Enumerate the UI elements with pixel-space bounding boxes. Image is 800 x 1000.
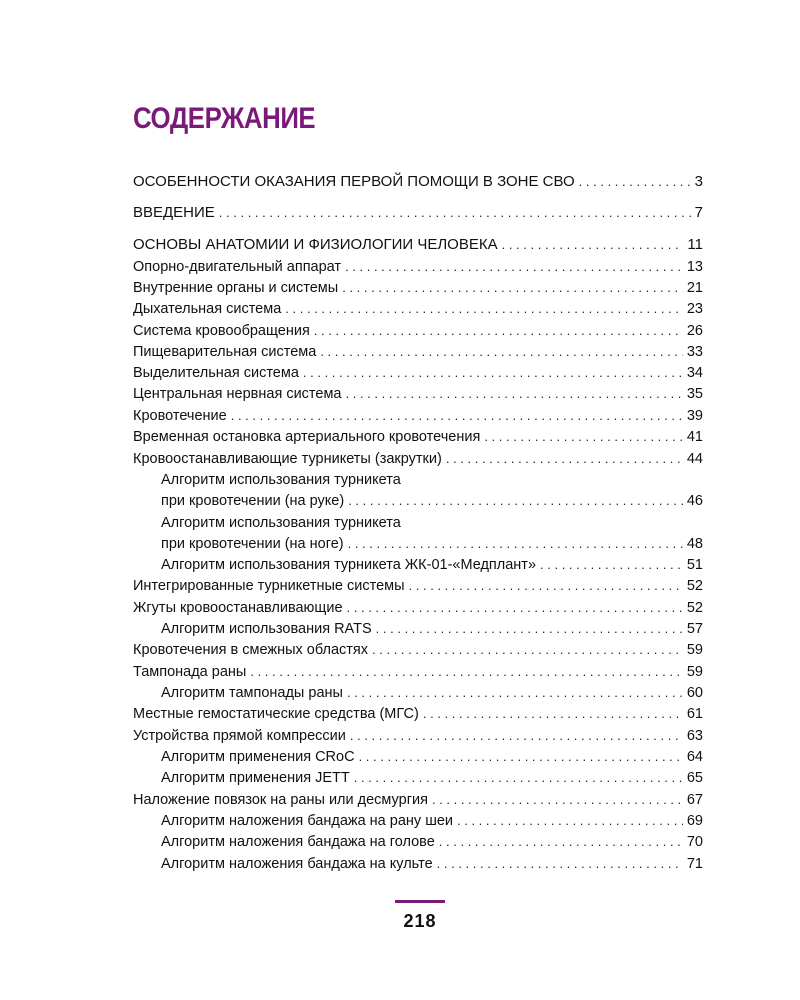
toc-leader-dots: [314, 322, 683, 340]
toc-entry[interactable]: [133, 727, 703, 745]
toc-entry[interactable]: [133, 556, 703, 574]
toc-leader-dots: [579, 173, 691, 191]
toc-entry-label: Алгоритм тампонады раны: [161, 685, 343, 701]
toc-entry-label: Алгоритм применения CRoC: [161, 749, 355, 765]
toc-entry-label: Дыхательная система: [133, 301, 282, 317]
toc-entry-page: 60: [686, 685, 703, 701]
toc-entry-page: 64: [686, 749, 703, 765]
toc-leader-dots: [348, 535, 683, 553]
toc-leader-dots: [484, 428, 683, 446]
toc-entry-label: Местные гемостатические средства (МГС): [133, 706, 419, 722]
toc-entry[interactable]: [133, 535, 703, 553]
toc-entry-label: Временная остановка артериального кровотечения: [133, 429, 481, 445]
toc-entry-label: Кровотечения в смежных областях: [133, 642, 369, 658]
toc-entry-page: 26: [686, 323, 703, 339]
toc-entry-page: 51: [686, 557, 703, 573]
toc-entry-label: Внутренние органы и системы: [133, 280, 339, 296]
toc-leader-dots: [439, 833, 683, 851]
toc-entry-label: Центральная нервная система: [133, 386, 342, 402]
toc-entry-page: 35: [686, 386, 703, 402]
toc-entry-label: Наложение повязок на раны или десмургия: [133, 792, 428, 808]
toc-entry-page: 13: [686, 259, 703, 275]
toc-entry[interactable]: [133, 343, 703, 361]
toc-entry-label: Алгоритм применения JETT: [161, 770, 350, 786]
toc-entry[interactable]: [133, 812, 703, 830]
toc-leader-dots: [347, 684, 683, 702]
toc-entry-label: Устройства прямой компрессии: [133, 728, 346, 744]
toc-entry-page: 61: [686, 706, 703, 722]
toc-entry-page: 59: [686, 642, 703, 658]
toc-entry[interactable]: [133, 258, 703, 276]
toc-entry-label: при кровотечении (на руке): [161, 493, 345, 509]
toc-leader-dots: [285, 300, 683, 318]
toc-leader-dots: [457, 812, 683, 830]
toc-entry-page: 65: [686, 770, 703, 786]
toc-entry-label: при кровотечении (на ноге): [161, 536, 344, 552]
toc-entry[interactable]: [133, 599, 703, 617]
toc-leader-dots: [432, 791, 683, 809]
toc-leader-dots: [359, 748, 683, 766]
toc-entry[interactable]: [133, 322, 703, 340]
toc-entry[interactable]: [133, 364, 703, 382]
toc-entry-label: Тампонада раны: [133, 664, 247, 680]
toc-entry-label: Жгуты кровоостанавливающие: [133, 600, 343, 616]
toc-entry[interactable]: [133, 385, 703, 403]
toc-entry[interactable]: [133, 748, 703, 766]
toc-entry-label: Пищеварительная система: [133, 344, 317, 360]
toc-leader-dots: [446, 450, 683, 468]
page-title: СОДЕРЖАНИЕ: [133, 102, 316, 135]
toc-entry-label: Интегрированные турникетные системы: [133, 578, 405, 594]
toc-leader-dots: [540, 556, 683, 574]
toc-entry-label: ОСОБЕННОСТИ ОКАЗАНИЯ ПЕРВОЙ ПОМОЩИ В ЗОНЕ СВО: [133, 173, 575, 190]
toc-entry[interactable]: [133, 791, 703, 809]
toc-entry-label: Алгоритм наложения бандажа на культе: [161, 856, 433, 872]
toc-leader-dots: [348, 492, 683, 510]
toc-entry-label: Алгоритм использования турникета ЖК-01-«Медплант»: [161, 557, 537, 573]
toc-entry-label: ВВЕДЕНИЕ: [133, 204, 215, 221]
toc-entry[interactable]: [133, 620, 703, 638]
toc-leader-dots: [231, 407, 683, 425]
toc-leader-dots: [437, 855, 683, 873]
toc-leader-dots: [350, 727, 683, 745]
toc-entry[interactable]: [133, 428, 703, 446]
toc-entry-label: Алгоритм наложения бандажа на рану шеи: [161, 813, 453, 829]
toc-leader-dots: [320, 343, 683, 361]
toc-entry-page: 63: [686, 728, 703, 744]
toc-entry-page: 46: [686, 493, 703, 509]
toc-entry-label: Система кровообращения: [133, 323, 310, 339]
toc-entry-page: 57: [686, 621, 703, 637]
toc-entry[interactable]: [133, 663, 703, 681]
toc-entry-label: Алгоритм наложения бандажа на голове: [161, 834, 435, 850]
toc-entry[interactable]: [133, 855, 703, 873]
toc-entry-page: 11: [687, 236, 703, 253]
toc-entry-label: Опорно-двигательный аппарат: [133, 259, 342, 275]
toc-entry-page: 39: [686, 408, 703, 424]
toc-leader-dots: [250, 663, 683, 681]
toc-entry-label: ОСНОВЫ АНАТОМИИ И ФИЗИОЛОГИИ ЧЕЛОВЕКА: [133, 236, 498, 253]
toc-entry[interactable]: [133, 705, 703, 723]
toc-entry-page: 41: [686, 429, 703, 445]
toc-leader-dots: [372, 641, 683, 659]
toc-leader-dots: [409, 577, 683, 595]
toc-entry-label: Выделительная система: [133, 365, 299, 381]
toc-leader-dots: [354, 769, 683, 787]
toc-entry-label-line1: Алгоритм использования турникета: [161, 515, 401, 531]
toc-leader-dots: [345, 258, 683, 276]
toc-leader-dots: [376, 620, 683, 638]
toc-entry[interactable]: [133, 204, 703, 222]
toc-entry[interactable]: [133, 684, 703, 702]
toc-entry-label-line1: Алгоритм использования турникета: [161, 472, 401, 488]
toc-entry[interactable]: [133, 279, 703, 297]
toc-entry[interactable]: [133, 173, 703, 191]
toc-entry-label: Кровотечение: [133, 408, 227, 424]
toc-entry-page: 48: [686, 536, 703, 552]
toc-entry-page: 34: [686, 365, 703, 381]
toc-entry-page: 7: [694, 204, 703, 221]
toc-entry-page: 67: [686, 792, 703, 808]
toc-entry-label: Алгоритм использования RATS: [161, 621, 372, 637]
toc-entry-page: 52: [686, 578, 703, 594]
toc-entry[interactable]: [133, 769, 703, 787]
toc-entry-page: 59: [686, 664, 703, 680]
toc-entry[interactable]: [133, 577, 703, 595]
toc-entry-page: 71: [686, 856, 703, 872]
toc-entry[interactable]: [133, 300, 703, 318]
toc-entry-page: 69: [686, 813, 703, 829]
toc-leader-dots: [346, 385, 683, 403]
toc-leader-dots: [347, 599, 683, 617]
toc-entry-page: 70: [686, 834, 703, 850]
toc-entry[interactable]: [133, 833, 703, 851]
page-number-rule: [395, 900, 445, 903]
toc-leader-dots: [303, 364, 683, 382]
toc-entry-label: Кровоостанавливающие турникеты (закрутки): [133, 451, 442, 467]
toc-entry-page: 3: [694, 173, 703, 190]
toc-entry-page: 23: [686, 301, 703, 317]
toc-leader-dots: [502, 236, 684, 254]
toc-entry-page: 21: [686, 280, 703, 296]
toc-entry-page: 44: [686, 451, 703, 467]
toc-leader-dots: [219, 204, 691, 222]
toc-entry[interactable]: [133, 407, 703, 425]
toc-entry[interactable]: [133, 450, 703, 468]
toc-entry-page: 52: [686, 600, 703, 616]
toc-entry[interactable]: [133, 492, 703, 510]
toc-leader-dots: [342, 279, 683, 297]
toc-leader-dots: [423, 705, 683, 723]
toc-entry-page: 33: [686, 344, 703, 360]
page-number: 218: [403, 911, 437, 931]
toc-entry[interactable]: [133, 236, 703, 254]
toc-entry[interactable]: [133, 641, 703, 659]
